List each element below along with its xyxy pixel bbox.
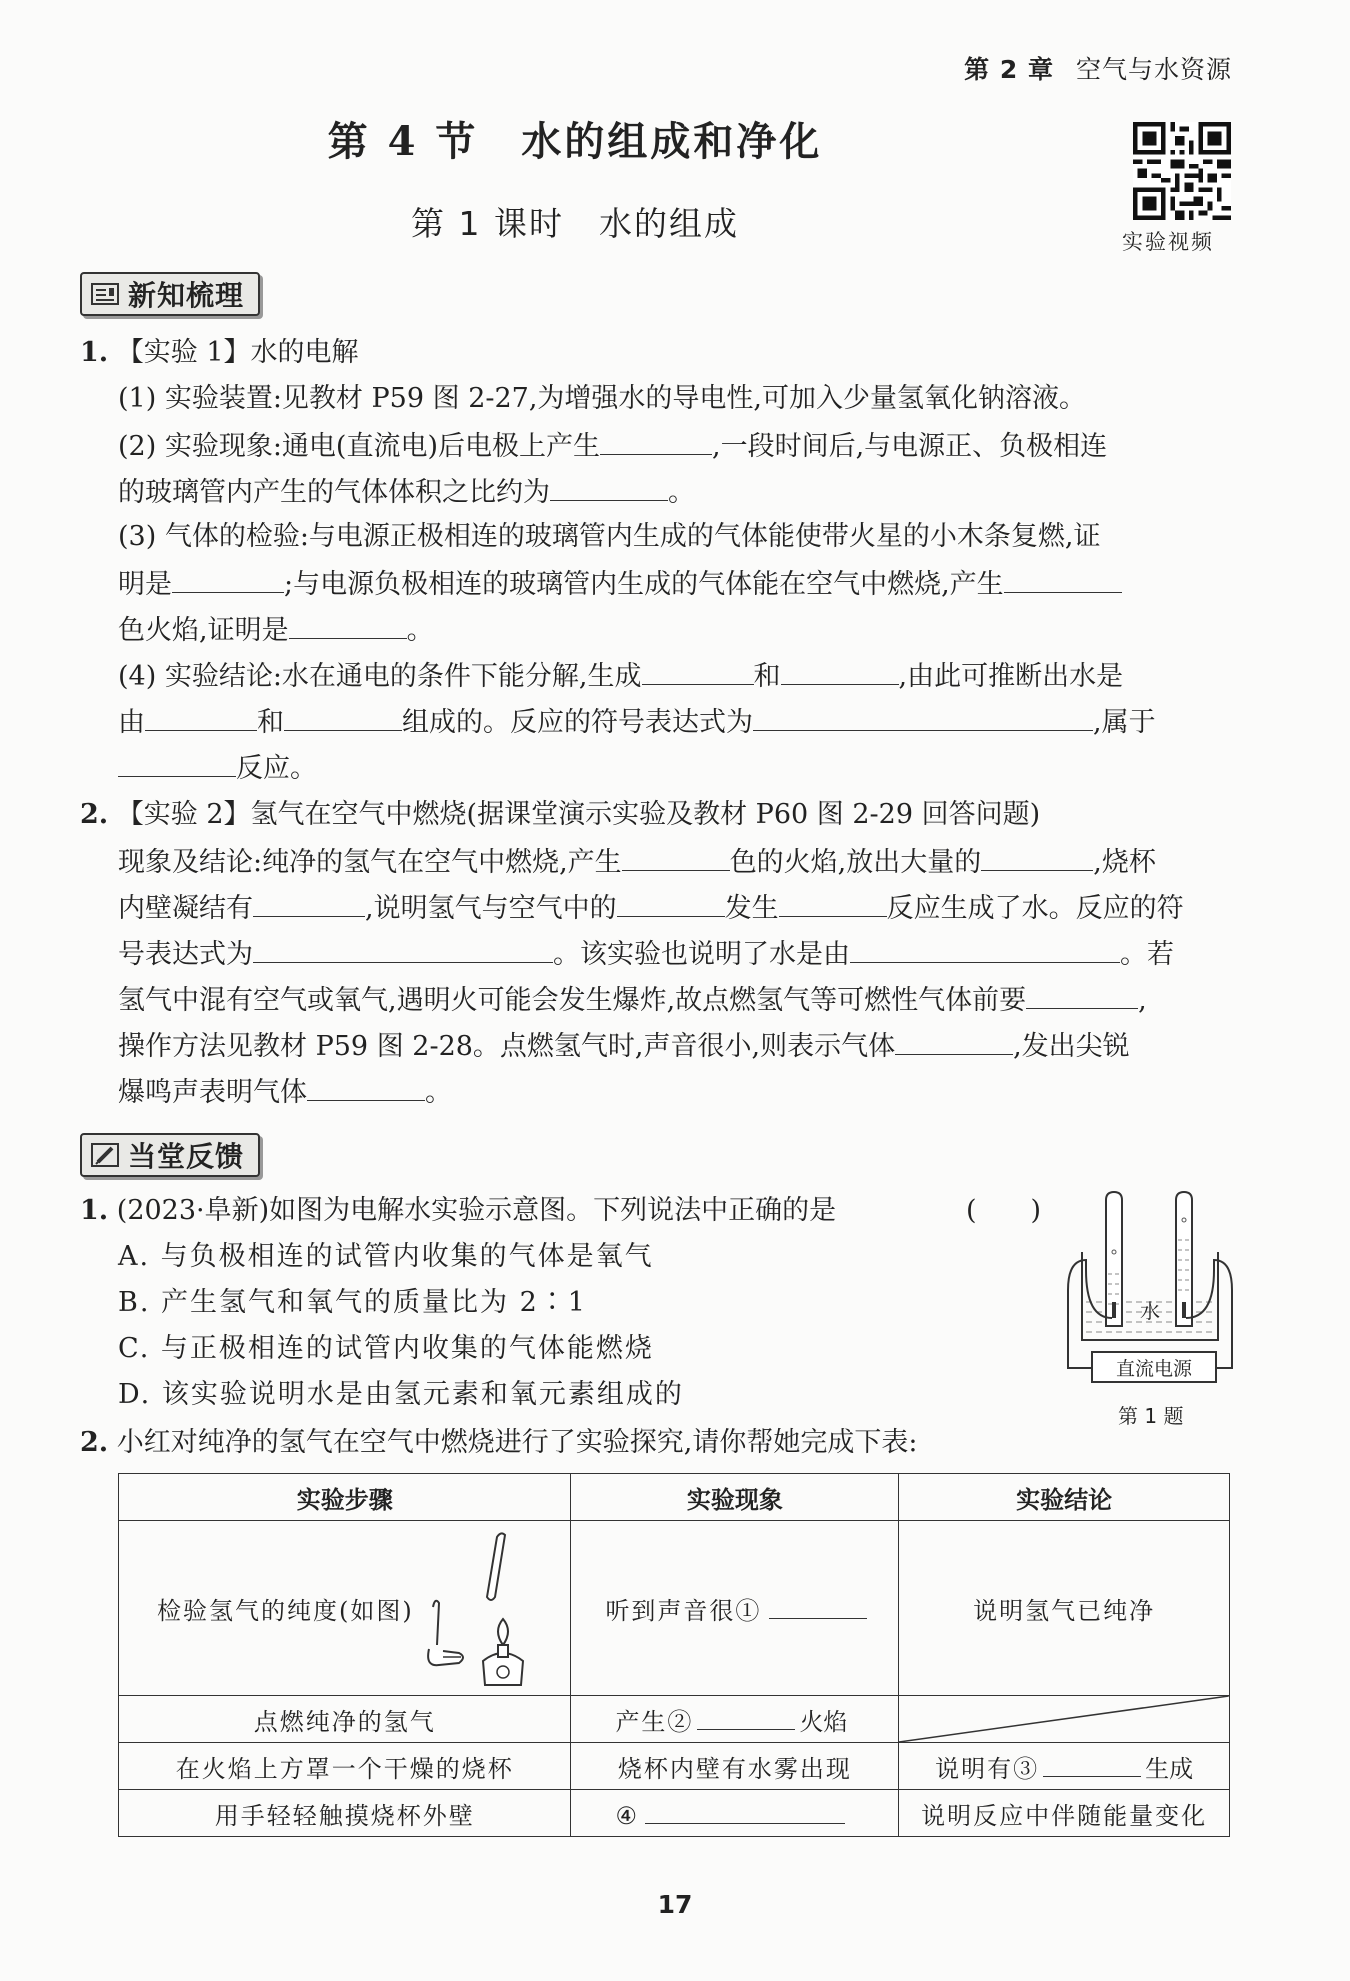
text-line: 爆鸣声表明气体 。 [118,1074,452,1110]
text-line: 明是 ;与电源负极相连的玻璃管内生成的气体能在空气中燃烧,产生 [118,566,1122,602]
answer-blank[interactable] [1026,982,1138,1009]
cell-text: 听到声音很① [605,1596,762,1625]
answer-blank[interactable] [697,1703,795,1730]
column-header: 实验步骤 [119,1474,571,1521]
cell-text: 检验氢气的纯度(如图) [157,1597,414,1625]
table-cell: 说明反应中伴随能量变化 [899,1790,1230,1837]
text-line: 号表达式为 。该实验也说明了水是由 。若 [118,936,1174,972]
chapter-name: 空气与水资源 [1075,55,1232,84]
answer-blank[interactable] [895,1028,1013,1055]
text-line: (4) 实验结论:水在通电的条件下能分解,生成 和 ,由此可推断出水是 [118,658,1123,694]
question-stem: 小红对纯净的氢气在空气中燃烧进行了实验探究,请你帮她完成下表: [116,1427,918,1458]
option-a[interactable]: A. 与负极相连的试管内收集的气体是氧气 [118,1241,654,1272]
answer-blank[interactable] [118,750,236,777]
table-row [119,1521,1230,1696]
question-1 [80,336,359,370]
text-line: 内壁凝结有 ,说明氢气与空气中的 发生 反应生成了水。反应的符 [118,890,1184,926]
table-cell [571,1696,899,1743]
pencil-icon [90,1141,120,1169]
text-line: 的玻璃管内产生的气体体积之比约为 。 [118,474,695,510]
answer-blank[interactable] [781,658,899,685]
text-line: (3) 气体的检验:与电源正极相连的玻璃管内生成的气体能使带火星的小木条复燃,证 [118,521,1101,552]
answer-blank[interactable] [617,890,725,917]
badge-label: 新知梳理 [128,279,245,312]
question-title: 【实验 1】水的电解 [116,337,359,368]
answer-blank[interactable] [753,704,1093,731]
text-line: 色火焰,证明是 。 [118,612,434,648]
table-cell: 烧杯内壁有水雾出现 [571,1743,899,1790]
table-header-row [119,1474,1230,1521]
book-icon [90,280,120,308]
text-line: 氢气中混有空气或氧气,遇明火可能会发生爆炸,故点燃氢气等可燃性气体前要 , [118,982,1147,1018]
column-header: 实验结论 [899,1474,1230,1521]
table-cell: 点燃纯净的氢气 [119,1696,571,1743]
cell-text: ④ [615,1801,637,1830]
cell-text: 说明有③ [935,1754,1040,1783]
lesson-title: 第 1 课时 水的组成 [411,204,739,243]
column-header: 实验现象 [571,1474,899,1521]
answer-blank[interactable] [284,704,402,731]
table-cell [899,1743,1230,1790]
answer-blank[interactable] [642,658,754,685]
section-title: 第 4 节 水的组成和净化 [327,118,823,165]
table-cell: 用手轻轻触摸烧杯外壁 [119,1790,571,1837]
answer-blank[interactable] [1004,566,1122,593]
answer-blank[interactable] [622,844,730,871]
table-row [119,1743,1230,1790]
table-cell: 说明氢气已纯净 [899,1521,1230,1696]
answer-blank[interactable] [172,566,284,593]
figure-caption: 第 1 题 [1118,1404,1184,1428]
feedback-question-1 [80,1194,836,1228]
chapter-header [964,50,1232,86]
question-title: 【实验 2】氢气在空气中燃烧(据课堂演示实验及教材 P60 图 2-29 回答问题) [116,799,1041,830]
hydrogen-purity-test-illustration [419,1527,549,1689]
question-number: 2. [80,799,109,830]
cell-text: 产生② [615,1707,694,1736]
option-d[interactable]: D. 该实验说明水是由氢元素和氧元素组成的 [118,1379,684,1410]
power-supply-label: 直流电源 [1115,1358,1193,1380]
answer-blank[interactable] [145,704,257,731]
table-cell [571,1790,899,1837]
electrolysis-diagram [1066,1190,1236,1390]
qr-caption: 实验视频 [1122,230,1214,254]
chapter-number: 第 2 章 [964,55,1054,84]
answer-blank[interactable] [850,936,1120,963]
question-2 [80,798,1040,832]
text-line: 反应。 [118,750,317,786]
answer-blank[interactable] [981,844,1093,871]
answer-blank[interactable] [307,1074,425,1101]
table-cell: 在火焰上方罩一个干燥的烧杯 [119,1743,571,1790]
answer-blank[interactable] [1043,1750,1141,1777]
text-line: (2) 实验现象:通电(直流电)后电极上产生 ,一段时间后,与电源正、负极相连 [118,428,1107,464]
answer-blank[interactable] [600,428,712,455]
experiment-table [118,1473,1230,1837]
question-number: 1. [80,1195,109,1226]
table-row [119,1790,1230,1837]
text-line: 操作方法见教材 P59 图 2-28。点燃氢气时,声音很小,则表示气体 ,发出尖锐 [118,1028,1130,1064]
answer-parentheses[interactable]: ( ) [966,1195,1042,1226]
text-line: 现象及结论:纯净的氢气在空气中燃烧,产生 色的火焰,放出大量的 ,烧杯 [118,844,1156,880]
answer-blank[interactable] [550,474,668,501]
cell-text: 生成 [1145,1754,1194,1783]
answer-blank[interactable] [253,936,553,963]
page-number: 17 [657,1890,693,1919]
answer-blank[interactable] [779,890,887,917]
table-cell [571,1521,899,1696]
feedback-question-2 [80,1426,917,1460]
badge-label: 当堂反馈 [128,1140,245,1173]
answer-blank[interactable] [645,1797,845,1824]
option-b[interactable]: B. 产生氢气和氧气的质量比为 2∶1 [118,1287,587,1318]
section-badge-new-knowledge [80,272,260,316]
text-line: 由 和 组成的。反应的符号表达式为 ,属于 [118,704,1156,740]
table-cell [119,1521,571,1696]
answer-blank[interactable] [769,1592,867,1619]
table-cell-empty [899,1696,1230,1743]
answer-blank[interactable] [253,890,365,917]
text-line: (1) 实验装置:见教材 P59 图 2-27,为增强水的导电性,可加入少量氢氧化钠溶液。 [118,383,1087,414]
qr-code[interactable] [1133,122,1231,220]
option-c[interactable]: C. 与正极相连的试管内收集的气体能燃烧 [118,1333,654,1364]
question-number: 2. [80,1427,109,1458]
answer-blank[interactable] [289,612,407,639]
question-stem: (2023·阜新)如图为电解水实验示意图。下列说法中正确的是 [116,1195,837,1226]
table-row [119,1696,1230,1743]
section-badge-feedback [80,1133,260,1177]
water-label: 水 [1140,1299,1160,1323]
diagonal-slash [899,1696,1229,1742]
cell-text: 火焰 [799,1707,848,1736]
question-number: 1. [80,337,109,368]
